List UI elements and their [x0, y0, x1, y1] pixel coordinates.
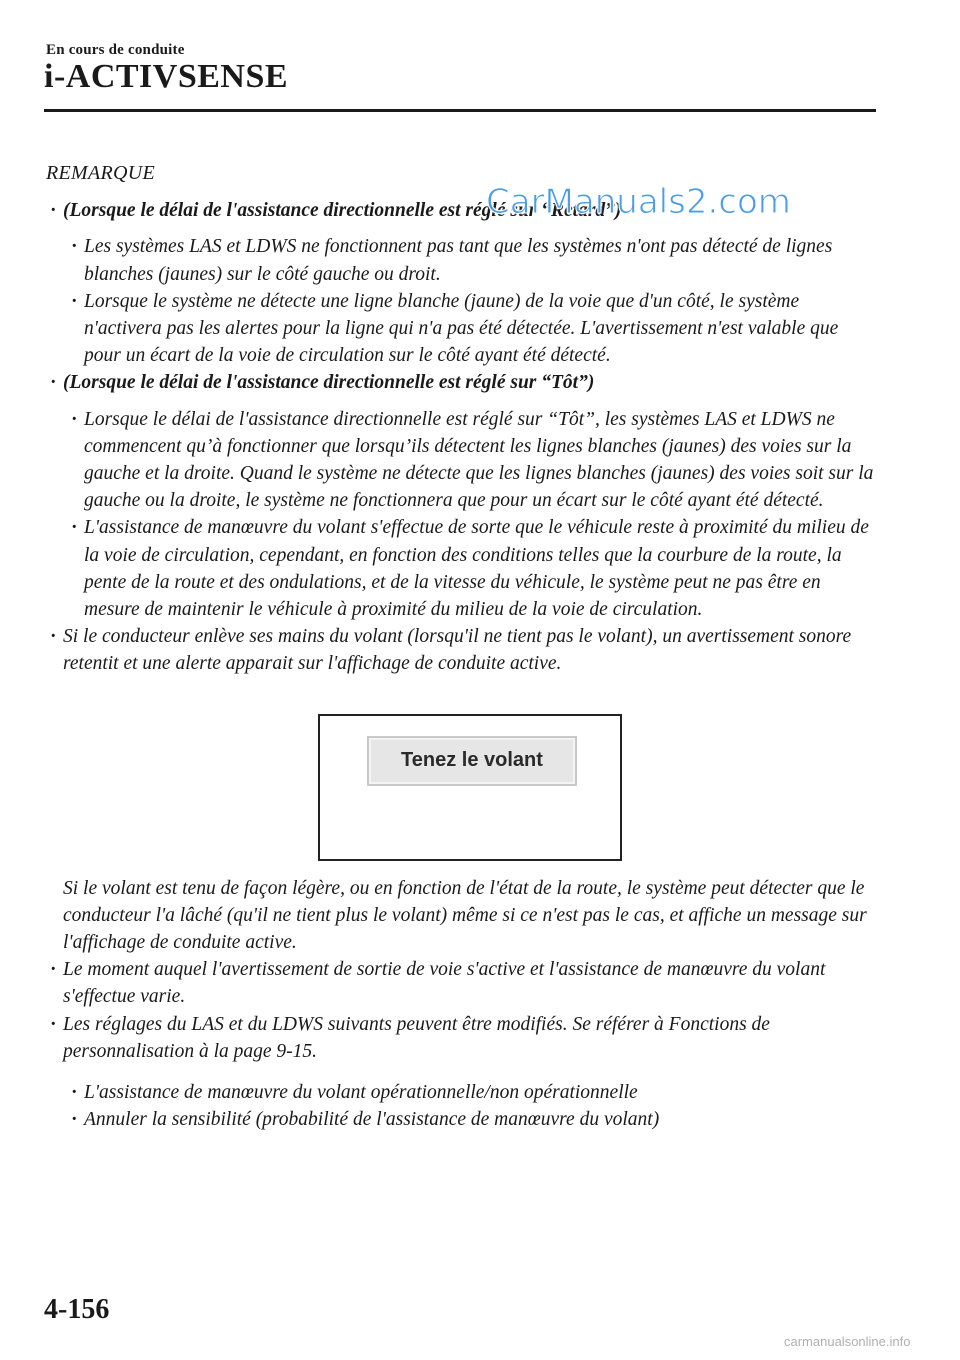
list-item — [46, 406, 876, 515]
section-label: En cours de conduite — [46, 42, 185, 58]
condition-delay-early: (Lorsque le délai de l'assistance directionnelle est réglé sur “Tôt”) — [63, 372, 595, 394]
bullet-icon: · — [71, 408, 78, 430]
footer-site-mark: carmanualsonline.info — [784, 1334, 911, 1349]
list-item-text: Lorsque le délai de l'assistance directionnelle est réglé sur “Tôt”, les systèmes LAS et LDWS ne commencent qu’à fonctionner que lorsqu’ils détectent les lignes blanches (jaunes) des voies sur la gauche et la droite. Quand le système ne détecte que les lignes blanches (jaunes) des voies soit sur la gauche ou la droite, le système ne fonctionnera que pour un écart sur le côté ayant été détecté. — [84, 408, 874, 512]
list-item — [46, 288, 876, 370]
title-rule — [44, 109, 876, 112]
watermark: CarManuals2.com — [486, 182, 791, 222]
bullet-icon: · — [50, 372, 57, 394]
page-title: i-ACTIVSENSE — [44, 58, 289, 95]
list-item — [46, 1106, 876, 1133]
bullet-icon: · — [71, 290, 78, 312]
bullet-icon: · — [50, 200, 57, 222]
bullet-icon: · — [71, 517, 78, 539]
list-item — [46, 233, 876, 287]
list-item — [46, 514, 876, 623]
list-item — [46, 623, 876, 677]
content — [46, 160, 876, 1133]
figure-caption-text: Si le volant est tenu de façon légère, ou en fonction de l'état de la route, le système peut détecter que le conducteur l'a lâché (qu'il ne tient plus le volant) même si ce n'est pas le cas, et affiche un message sur l'affichage de conduite active. — [63, 877, 867, 954]
list-item-text: L'assistance de manœuvre du volant opérationnelle/non opérationnelle — [84, 1082, 638, 1104]
list-item — [46, 369, 876, 396]
list-item — [46, 956, 876, 1010]
list-item-text: Lorsque le système ne détecte une ligne blanche (jaune) de la voie que d'un côté, le système n'activera pas les alertes pour la ligne qui n'a pas été détectée. L'avertissement n'est valable que pour un écart de la voie de circulation sur le côté ayant été détecté. — [84, 290, 839, 367]
note-heading: REMARQUE — [46, 162, 156, 184]
list-item — [46, 1011, 876, 1065]
bullet-icon: · — [50, 1013, 57, 1035]
list-item — [46, 1079, 876, 1106]
hold-wheel-message: Tenez le volant — [367, 736, 577, 786]
list-item-text: Annuler la sensibilité (probabilité de l'assistance de manœuvre du volant) — [84, 1109, 660, 1131]
list-item-text: Les systèmes LAS et LDWS ne fonctionnent pas tant que les systèmes n'ont pas détecté de lignes blanches (jaunes) sur le côté gauche ou droit. — [84, 236, 833, 285]
page-number: 4-156 — [44, 1294, 110, 1325]
list-item-text: L'assistance de manœuvre du volant s'effectue de sorte que le véhicule reste à proximité du milieu de la voie de circulation, cependant, en fonction des conditions telles que la courbure de la route, la pente de la route et des ondulations, et de la vitesse du véhicule, le système peut ne pas être en mesure de maintenir le véhicule à proximité du milieu de la voie de circulation. — [84, 517, 869, 621]
bullet-icon: · — [71, 236, 78, 258]
display-figure — [318, 714, 622, 861]
list-item-text: Les réglages du LAS et du LDWS suivants peuvent être modifiés. Se référer à Fonctions de personnalisation à la page 9-15. — [63, 1013, 770, 1062]
list-item-text: Le moment auquel l'avertissement de sortie de voie s'active et l'assistance de manœuvre du volant s'effectue varie. — [63, 959, 826, 1008]
bullet-icon: · — [50, 626, 57, 648]
bullet-icon: · — [71, 1082, 78, 1104]
bullet-icon: · — [71, 1109, 78, 1131]
bullet-icon: · — [50, 959, 57, 981]
condition-delay-late: (Lorsque le délai de l'assistance directionnelle est réglé sur “Retard”) — [63, 200, 622, 222]
list-item-text: Si le conducteur enlève ses mains du volant (lorsqu'il ne tient pas le volant), un avertissement sonore retentit et une alerte apparait sur l'affichage de conduite active. — [63, 626, 852, 675]
